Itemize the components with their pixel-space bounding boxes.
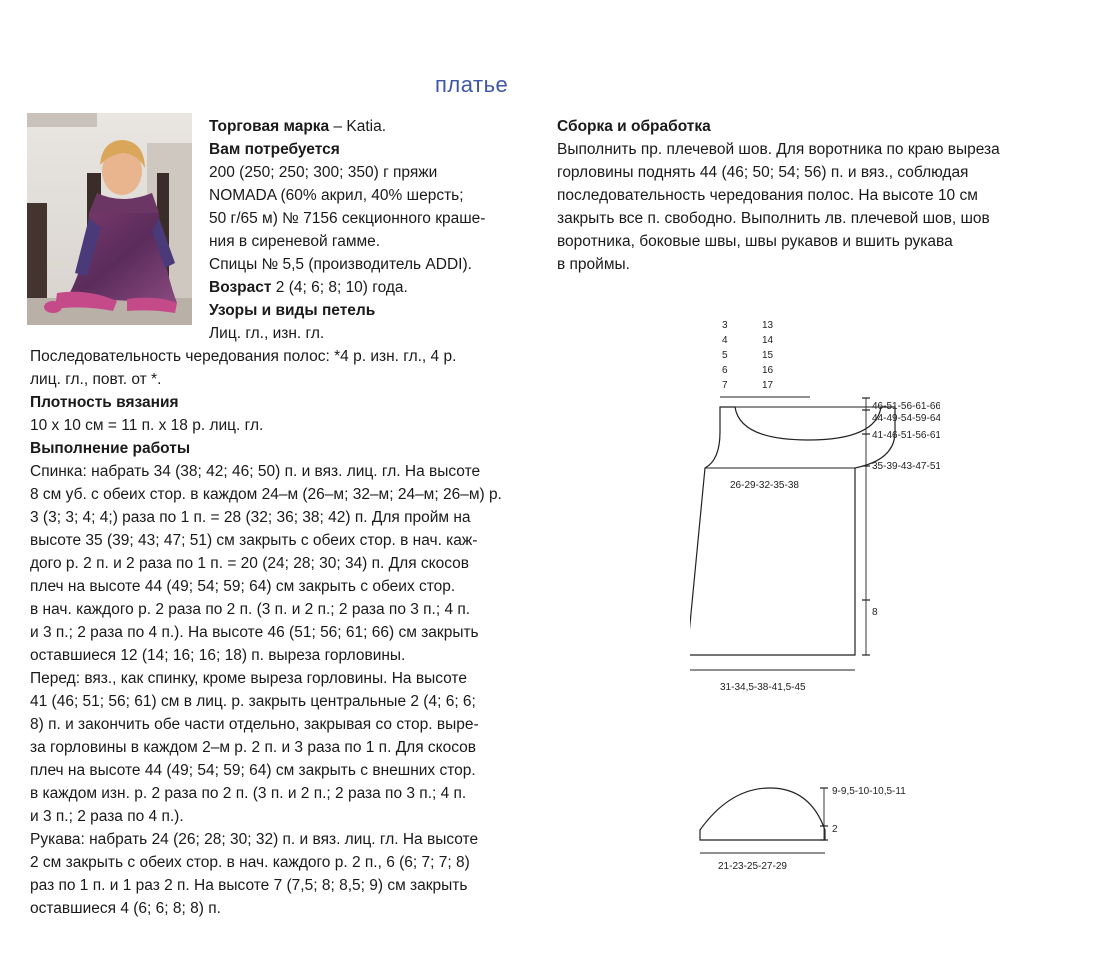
assembly-line: в проймы. (557, 256, 630, 273)
work-line: в нач. каждого р. 2 раза по 2 п. (3 п. и 2 п.; 2 раза по 3 п.; 4 п. (30, 601, 471, 618)
work-line: Рукава: набрать 24 (26; 28; 30; 32) п. и вяз. лиц. гл. На высоте (30, 831, 479, 848)
need-line: ния в сиреневой гамме. (209, 233, 381, 250)
age-value: 2 (4; 6; 8; 10) года. (271, 279, 408, 296)
need-line: Спицы № 5,5 (производитель ADDI). (209, 256, 472, 273)
height-label-66: 46-51-56-61-66 (872, 401, 940, 412)
height-label-61: 41-46-51-56-61 (872, 430, 940, 441)
height-label-8: 8 (872, 607, 878, 618)
work-line: Перед: вяз., как спинку, кроме выреза горловины. На высоте (30, 670, 467, 687)
need-line: NOMADA (60% акрил, 40% шерсть; (209, 187, 464, 204)
photo-girl-in-dress (27, 113, 192, 325)
assembly-block (557, 115, 1000, 276)
page-title: платье (435, 72, 509, 97)
work-line: высоте 35 (39; 43; 47; 51) см закрыть с обеих стор. в нач. каж- (30, 532, 478, 549)
work-line: 8) п. и закончить обе части отдельно, закрывая со стор. выре- (30, 716, 479, 733)
sleeve-base-label: 2 (832, 824, 838, 835)
sequence-line: Последовательность чередования полос: *4 р. изн. гл., 4 р. (30, 348, 457, 365)
top-right-num: 13 (762, 320, 774, 331)
work-line: плеч на высоте 44 (49; 54; 59; 64) см закрыть с обеих стор. (30, 578, 456, 595)
need-line: 200 (250; 250; 300; 350) г пряжи (209, 164, 438, 181)
instructions-block (30, 345, 502, 920)
age-label: Возраст (209, 279, 272, 296)
work-line: 8 см уб. с обеих стор. в каждом 24–м (26–м; 32–м; 24–м; 26–м) р. (30, 486, 502, 503)
sleeve-outline (700, 788, 825, 840)
top-left-num: 5 (722, 350, 728, 361)
top-left-num: 6 (722, 365, 728, 376)
patterns-value: Лиц. гл., изн. гл. (209, 325, 325, 342)
work-line: за горловины в каждом 2–м р. 2 п. и 3 раза по 1 п. Для скосов (30, 739, 477, 756)
sleeve-height-label: 9-9,5-10-10,5-11 (832, 786, 906, 797)
work-line: 2 см закрыть с обеих стор. в нач. каждого р. 2 п., 6 (6; 7; 7; 8) (30, 854, 470, 871)
work-line: дого р. 2 п. и 2 раза по 1 п. = 20 (24; 28; 30; 34) п. Для скосов (30, 555, 470, 572)
work-line: раз по 1 п. и 1 раз 2 п. На высоте 7 (7,5; 8; 8,5; 9) см закрыть (30, 877, 468, 894)
height-label-51: 35-39-43-47-51 (872, 461, 940, 472)
work-line: оставшиеся 4 (6; 6; 8; 8) п. (30, 900, 221, 917)
assembly-label: Сборка и обработка (557, 118, 711, 135)
top-right-num: 16 (762, 365, 774, 376)
dress-outline (690, 407, 895, 655)
work-line: и 3 п.; 2 раза по 4 п.). (30, 808, 184, 825)
assembly-line: Выполнить пр. плечевой шов. Для воротника по краю выреза (557, 141, 1000, 158)
assembly-line: воротника, боковые швы, швы рукавов и вшить рукава (557, 233, 953, 250)
sequence-line: лиц. гл., повт. от *. (30, 371, 162, 388)
need-line: 50 г/65 м) № 7156 секционного краше- (209, 210, 486, 227)
pattern-schematic (690, 310, 940, 880)
patterns-label: Узоры и виды петель (209, 302, 376, 319)
need-label: Вам потребуется (209, 141, 340, 158)
height-label-64: 44-49-54-59-64 (872, 413, 940, 424)
work-line: оставшиеся 12 (14; 16; 16; 18) п. выреза горловины. (30, 647, 406, 664)
assembly-line: закрыть все п. свободно. Выполнить лв. плечевой шов, шов (557, 210, 990, 227)
top-right-num: 15 (762, 350, 774, 361)
assembly-line: горловины поднять 44 (46; 50; 54; 56) п. и вяз., соблюдая (557, 164, 969, 181)
pattern-diagram (690, 310, 940, 885)
assembly-line: последовательность чередования полос. На высоте 10 см (557, 187, 978, 204)
top-left-num: 3 (722, 320, 728, 331)
work-label: Выполнение работы (30, 440, 191, 457)
top-left-num: 7 (722, 380, 728, 391)
work-line: 41 (46; 51; 56; 61) см в лиц. р. закрыть центральные 2 (4; 6; 6; (30, 693, 476, 710)
brand-value: – Katia. (329, 118, 387, 135)
density-value: 10 х 10 см = 11 п. х 18 р. лиц. гл. (30, 417, 264, 434)
work-line: Спинка: набрать 34 (38; 42; 46; 50) п. и вяз. лиц. гл. На высоте (30, 463, 481, 480)
sleeve-width-label: 21-23-25-27-29 (718, 861, 787, 872)
top-left-num: 4 (722, 335, 728, 346)
brand-line (209, 115, 485, 138)
photo-illustration (27, 113, 192, 325)
work-line: 3 (3; 3; 4; 4;) раза по 1 п. = 28 (32; 36; 38; 42) п. Для пройм на (30, 509, 471, 526)
brand-label: Торговая марка (209, 118, 330, 135)
chest-width-label: 26-29-32-35-38 (730, 480, 799, 491)
age-line (209, 276, 485, 299)
materials-block (209, 115, 485, 345)
work-line: плеч на высоте 44 (49; 54; 59; 64) см закрыть с внешних стор. (30, 762, 476, 779)
top-right-num: 17 (762, 380, 774, 391)
work-line: в каждом изн. р. 2 раза по 2 п. (3 п. и 2 п.; 2 раза по 3 п.; 4 п. (30, 785, 467, 802)
work-line: и 3 п.; 2 раза по 4 п.). На высоте 46 (51; 56; 61; 66) см закрыть (30, 624, 479, 641)
top-right-num: 14 (762, 335, 774, 346)
bottom-width-label: 31-34,5-38-41,5-45 (720, 682, 806, 693)
density-label: Плотность вязания (30, 394, 179, 411)
